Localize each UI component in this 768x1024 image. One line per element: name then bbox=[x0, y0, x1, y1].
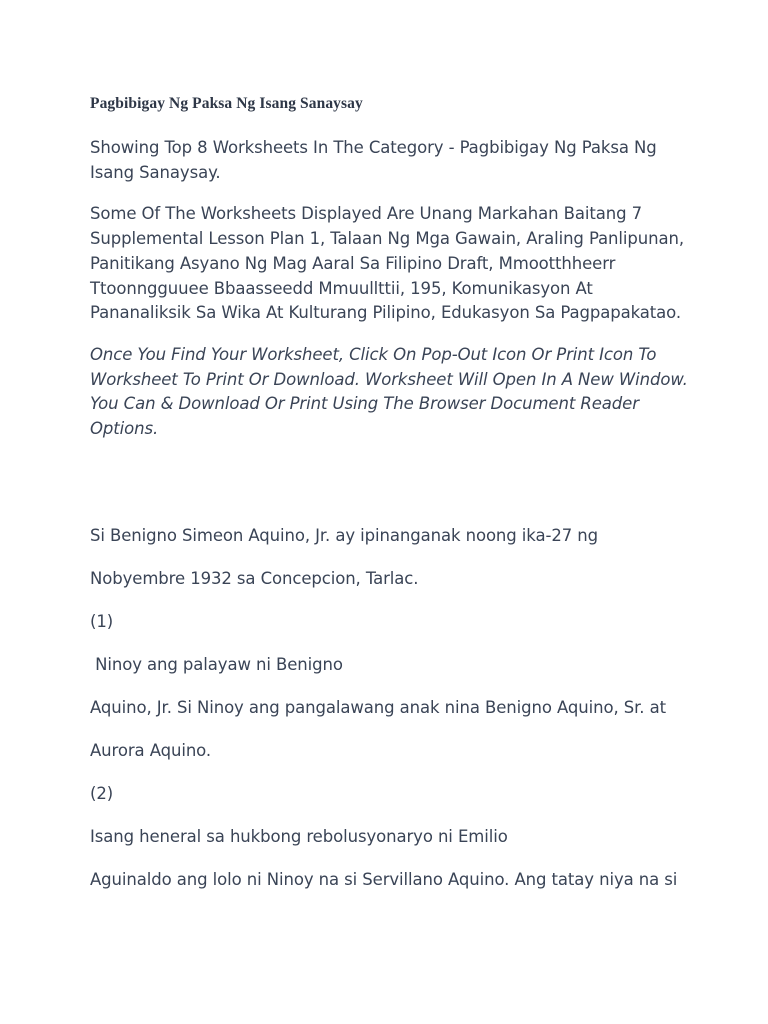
body-line: (1) bbox=[90, 612, 114, 631]
body-line: Aquino, Jr. Si Ninoy ang pangalawang anak nina Benigno Aquino, Sr. at bbox=[90, 698, 666, 717]
body-line: Si Benigno Simeon Aquino, Jr. ay ipinanganak noong ika-27 ng bbox=[90, 526, 598, 545]
worksheets-paragraph: Some Of The Worksheets Displayed Are Unang Markahan Baitang 7 Supplemental Lesson Plan 1, Talaan Ng Mga Gawain, Araling Panlipunan, Panitikang Asyano Ng Mag Aaral Sa Filipino Draft, Mmootthheerr Ttoonngguuee Bbaasseedd Mmuullttii, 195, Komunikasyon At Pananaliksik Sa Wika At Kulturang Pilipino, Edukasyon Sa Pagpapakatao. bbox=[90, 204, 684, 323]
intro-paragraph: Showing Top 8 Worksheets In The Category - Pagbibigay Ng Paksa Ng Isang Sanaysay. bbox=[90, 138, 657, 182]
document-title: Pagbibigay Ng Paksa Ng Isang Sanaysay bbox=[90, 95, 363, 112]
body-line: Nobyembre 1932 sa Concepcion, Tarlac. bbox=[90, 569, 419, 588]
body-line: Aurora Aquino. bbox=[90, 741, 212, 760]
body-line: Isang heneral sa hukbong rebolusyonaryo ni Emilio bbox=[90, 827, 508, 846]
body-line: Ninoy ang palayaw ni Benigno bbox=[90, 655, 343, 674]
instructions-paragraph: Once You Find Your Worksheet, Click On Pop-Out Icon Or Print Icon To Worksheet To Print Or Download. Worksheet Will Open In A New Window. You Can & Download Or Print Using The Browser Document Reader Options. bbox=[90, 344, 688, 439]
body-line: (2) bbox=[90, 784, 114, 803]
body-line: Aguinaldo ang lolo ni Ninoy na si Servillano Aquino. Ang tatay niya na si bbox=[90, 870, 678, 889]
document-header-section bbox=[90, 93, 690, 459]
essay-body bbox=[90, 524, 710, 911]
